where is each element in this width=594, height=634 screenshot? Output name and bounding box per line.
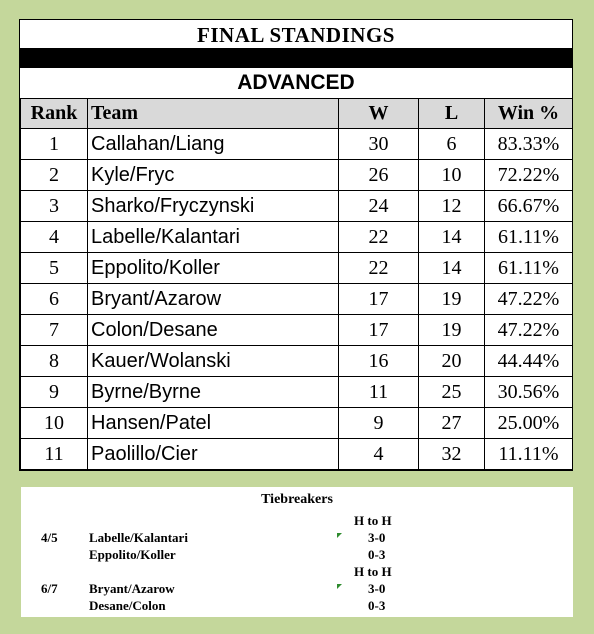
cell-win-pct: 30.56%: [485, 377, 573, 408]
cell-team: Paolillo/Cier: [88, 439, 339, 470]
cell-wins: 17: [339, 315, 419, 346]
cell-losses: 19: [419, 284, 485, 315]
table-row: [21, 377, 573, 408]
cell-losses: 14: [419, 222, 485, 253]
cell-rank: 3: [21, 191, 88, 222]
tiebreak-places: 4/5: [41, 530, 58, 545]
tiebreak-team: Bryant/Azarow: [89, 581, 175, 596]
cell-losses: 19: [419, 315, 485, 346]
cell-team: Eppolito/Koller: [88, 253, 339, 284]
tiebreak-places: 6/7: [41, 581, 58, 596]
comment-marker-icon: [337, 533, 342, 538]
cell-wins: 17: [339, 284, 419, 315]
cell-team: Sharko/Fryczynski: [88, 191, 339, 222]
cell-win-pct: 61.11%: [485, 253, 573, 284]
cell-wins: 9: [339, 408, 419, 439]
divider-bar: [20, 48, 572, 68]
cell-losses: 32: [419, 439, 485, 470]
cell-team: Hansen/Patel: [88, 408, 339, 439]
comment-marker-icon: [337, 584, 342, 589]
cell-rank: 4: [21, 222, 88, 253]
tiebreak-team: Desane/Colon: [89, 598, 166, 613]
standings-rows: [21, 129, 573, 470]
tiebreak-team: Eppolito/Koller: [89, 547, 176, 562]
cell-rank: 9: [21, 377, 88, 408]
table-row: [21, 253, 573, 284]
tiebreakers-box: [21, 487, 573, 617]
cell-losses: 10: [419, 160, 485, 191]
cell-win-pct: 11.11%: [485, 439, 573, 470]
col-header-losses: L: [419, 99, 485, 129]
cell-rank: 10: [21, 408, 88, 439]
col-header-wins: W: [339, 99, 419, 129]
cell-team: Kauer/Wolanski: [88, 346, 339, 377]
table-row: [21, 191, 573, 222]
cell-rank: 5: [21, 253, 88, 284]
table-row: [21, 129, 573, 160]
table-row: [21, 315, 573, 346]
cell-wins: 4: [339, 439, 419, 470]
cell-rank: 7: [21, 315, 88, 346]
cell-wins: 16: [339, 346, 419, 377]
cell-win-pct: 72.22%: [485, 160, 573, 191]
cell-wins: 22: [339, 253, 419, 284]
cell-losses: 20: [419, 346, 485, 377]
table-row: [21, 284, 573, 315]
cell-team: Bryant/Azarow: [88, 284, 339, 315]
cell-wins: 26: [339, 160, 419, 191]
cell-win-pct: 25.00%: [485, 408, 573, 439]
col-header-rank: Rank: [21, 99, 88, 129]
standings-card: [19, 19, 573, 471]
cell-wins: 30: [339, 129, 419, 160]
standings-table: [20, 98, 573, 470]
table-header-row: [21, 99, 573, 129]
cell-team: Byrne/Byrne: [88, 377, 339, 408]
cell-win-pct: 47.22%: [485, 284, 573, 315]
tiebreak-result: 3-0: [368, 581, 386, 596]
cell-team: Colon/Desane: [88, 315, 339, 346]
cell-rank: 6: [21, 284, 88, 315]
h2h-header: H to H: [354, 564, 392, 579]
tiebreak-result: 3-0: [368, 530, 386, 545]
cell-rank: 2: [21, 160, 88, 191]
h2h-header: H to H: [354, 513, 392, 528]
cell-team: Labelle/Kalantari: [88, 222, 339, 253]
tiebreakers-title: Tiebreakers: [261, 492, 333, 507]
cell-rank: 1: [21, 129, 88, 160]
table-row: [21, 346, 573, 377]
cell-wins: 11: [339, 377, 419, 408]
cell-wins: 22: [339, 222, 419, 253]
cell-team: Kyle/Fryc: [88, 160, 339, 191]
page-title: FINAL STANDINGS: [197, 23, 395, 47]
table-row: [21, 222, 573, 253]
tiebreak-team: Labelle/Kalantari: [89, 530, 188, 545]
col-header-win-pct: Win %: [485, 99, 573, 129]
col-header-team: Team: [88, 99, 339, 129]
cell-losses: 14: [419, 253, 485, 284]
cell-rank: 8: [21, 346, 88, 377]
cell-win-pct: 44.44%: [485, 346, 573, 377]
cell-wins: 24: [339, 191, 419, 222]
cell-losses: 27: [419, 408, 485, 439]
cell-win-pct: 83.33%: [485, 129, 573, 160]
cell-losses: 12: [419, 191, 485, 222]
cell-win-pct: 66.67%: [485, 191, 573, 222]
cell-win-pct: 47.22%: [485, 315, 573, 346]
cell-losses: 6: [419, 129, 485, 160]
table-row: [21, 160, 573, 191]
cell-losses: 25: [419, 377, 485, 408]
table-row: [21, 439, 573, 470]
tiebreak-result: 0-3: [368, 598, 386, 613]
tiebreak-result: 0-3: [368, 547, 386, 562]
cell-win-pct: 61.11%: [485, 222, 573, 253]
table-row: [21, 408, 573, 439]
cell-rank: 11: [21, 439, 88, 470]
division-title: ADVANCED: [237, 71, 355, 94]
cell-team: Callahan/Liang: [88, 129, 339, 160]
